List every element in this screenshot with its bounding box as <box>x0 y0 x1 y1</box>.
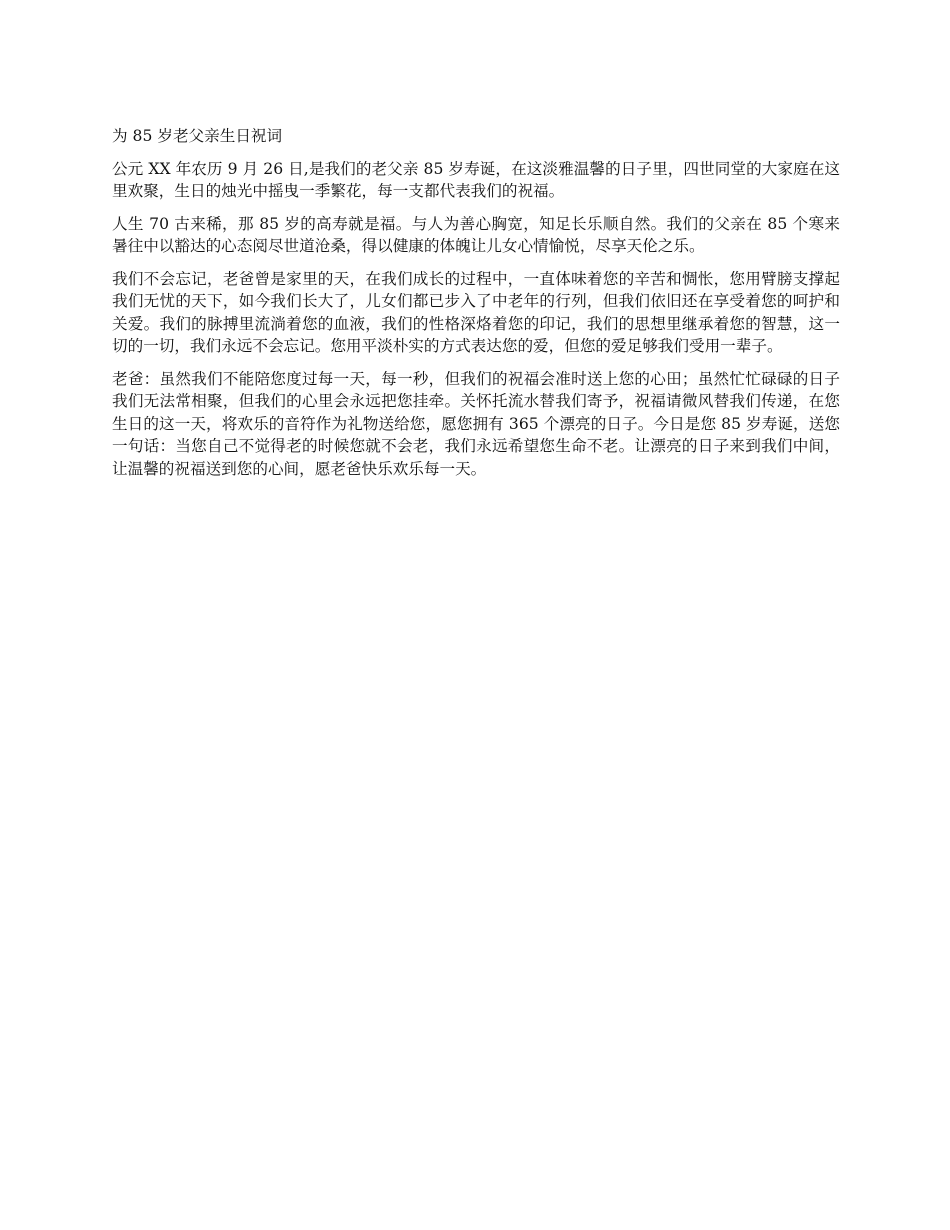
document-body <box>112 125 840 490</box>
paragraph-3: 我们不会忘记，老爸曾是家里的天，在我们成长的过程中，一直体味着您的辛苦和惆怅，您用臂膀支撑起我们无忧的天下，如今我们长大了，儿女们都已步入了中老年的行列，但我们依旧还在享受着您的呵护和关爱。我们的脉搏里流淌着您的血液，我们的性格深烙着您的印记，我们的思想里继承着您的智慧，这一切的一切，我们永远不会忘记。您用平淡朴实的方式表达您的爱，但您的爱足够我们受用一辈子。 <box>112 269 840 355</box>
paragraph-2: 人生 70 古来稀，那 85 岁的高寿就是福。与人为善心胸宽，知足长乐顺自然。我们的父亲在 85 个寒来暑往中以豁达的心态阅尽世道沧桑，得以健康的体魄让儿女心情愉悦，尽享天伦之乐。 <box>112 214 840 255</box>
document-title: 为 85 岁老父亲生日祝词 <box>112 127 283 145</box>
paragraph-1: 公元 XX 年农历 9 月 26 日,是我们的老父亲 85 岁寿诞，在这淡雅温馨的日子里，四世同堂的大家庭在这里欢聚，生日的烛光中摇曳一季繁花，每一支都代表我们的祝福。 <box>112 159 840 200</box>
paragraph-4: 老爸：虽然我们不能陪您度过每一天，每一秒，但我们的祝福会准时送上您的心田；虽然忙忙碌碌的日子我们无法常相聚，但我们的心里会永远把您挂牵。关怀托流水替我们寄予，祝福请微风替我们传递，在您生日的这一天，将欢乐的音符作为礼物送给您，愿您拥有 365 个漂亮的日子。今日是您 85 岁寿诞，送您一句话：当您自己不觉得老的时候您就不会老，我们永远希望您生命不老。让漂亮的日子来到我们中间，让温馨的祝福送到您的心间，愿老爸快乐欢乐每一天。 <box>112 369 840 478</box>
